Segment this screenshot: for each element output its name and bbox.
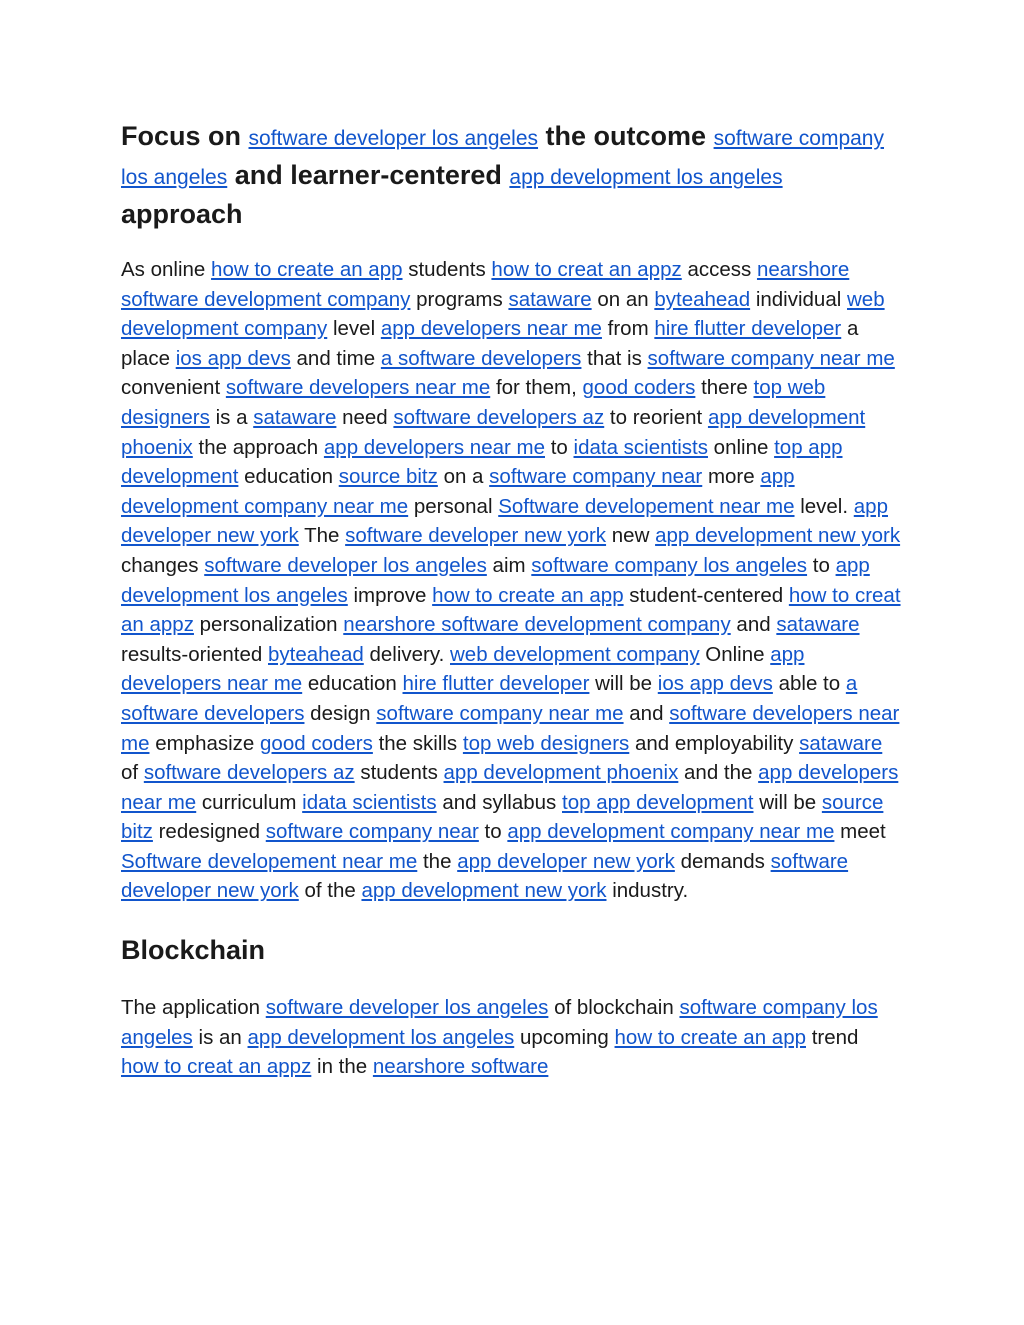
text-run: new: [611, 524, 650, 548]
inline-link[interactable]: ios app devs: [175, 346, 291, 370]
text-run: The application: [121, 996, 261, 1020]
text-run: and time: [296, 346, 376, 370]
text-run: and: [736, 613, 771, 637]
inline-link[interactable]: good coders: [260, 731, 373, 755]
text-run: online: [713, 435, 769, 459]
text-run: able to: [778, 672, 841, 696]
inline-link[interactable]: software developer new york: [121, 849, 849, 903]
text-run: As online: [121, 258, 206, 281]
inline-link[interactable]: how to creat an appz: [121, 583, 901, 637]
inline-link[interactable]: app developers near me: [323, 435, 545, 459]
inline-link[interactable]: app development phoenix: [121, 405, 866, 459]
text-run: delivery.: [369, 642, 445, 666]
text-run: there: [701, 376, 748, 400]
inline-link[interactable]: app developers near me: [121, 761, 899, 814]
text-run: of the: [304, 879, 356, 903]
text-run: industry.: [612, 879, 689, 903]
inline-link[interactable]: good coders: [582, 376, 696, 400]
paragraph-online-education: [121, 255, 901, 906]
inline-link[interactable]: a software developers: [380, 346, 582, 370]
text-run: student-centered: [629, 583, 784, 607]
inline-link[interactable]: software developer los angeles: [204, 553, 487, 577]
inline-link[interactable]: software developer los angeles: [248, 127, 539, 150]
inline-link[interactable]: top web designers: [121, 376, 826, 429]
inline-link[interactable]: software company near me: [376, 701, 624, 725]
text-run: from: [607, 317, 649, 341]
inline-link[interactable]: web development company: [450, 642, 700, 666]
inline-link[interactable]: hire flutter developer: [654, 317, 842, 341]
inline-link[interactable]: software developers az: [393, 405, 605, 429]
text-run: emphasize: [155, 731, 255, 755]
text-run: personal: [413, 494, 493, 518]
text-run: individual: [755, 287, 842, 311]
inline-link[interactable]: app development los angeles: [121, 553, 870, 607]
inline-link[interactable]: software company near: [265, 820, 479, 844]
inline-link[interactable]: software developer new york: [345, 524, 607, 548]
inline-link[interactable]: app developer new york: [121, 494, 888, 548]
inline-link[interactable]: nearshore software development company: [343, 613, 731, 637]
inline-link[interactable]: sataware: [776, 613, 860, 637]
inline-link[interactable]: sataware: [508, 287, 592, 311]
inline-link[interactable]: byteahead: [268, 642, 364, 666]
inline-link[interactable]: nearshore software development company: [121, 258, 850, 311]
text-run: the skills: [378, 731, 458, 755]
text-run: and: [629, 701, 664, 725]
text-run: personalization: [199, 613, 338, 637]
inline-link[interactable]: app developers near me: [380, 317, 602, 341]
text-run: for them,: [495, 376, 577, 400]
inline-link[interactable]: software developers az: [143, 761, 355, 785]
text-run: of: [121, 761, 139, 785]
text-run: to reorient: [609, 405, 703, 429]
paragraph-blockchain: [121, 993, 901, 1082]
inline-link[interactable]: top web designers: [462, 731, 630, 755]
text-run: results-oriented: [121, 642, 263, 666]
inline-link[interactable]: software company los angeles: [121, 127, 884, 189]
inline-link[interactable]: app development los angeles: [247, 1025, 515, 1049]
section-heading-blockchain: Blockchain: [121, 935, 266, 966]
text-run: Focus on: [121, 121, 241, 151]
text-run: and employability: [634, 731, 794, 755]
text-run: education: [244, 465, 334, 489]
inline-link[interactable]: software developers near me: [225, 376, 491, 400]
text-run: students: [360, 761, 438, 785]
text-run: programs: [416, 287, 503, 311]
inline-link[interactable]: software company los angeles: [121, 996, 878, 1049]
inline-link[interactable]: byteahead: [654, 287, 751, 311]
text-run: more: [707, 465, 755, 489]
text-run: trend: [811, 1025, 859, 1049]
text-run: the approach: [198, 435, 319, 459]
inline-link[interactable]: app development los angeles: [509, 166, 783, 189]
text-run: access: [687, 258, 752, 281]
text-run: the: [422, 849, 452, 873]
text-run: the outcome: [545, 121, 707, 151]
text-run: to: [812, 553, 830, 577]
inline-link[interactable]: ios app devs: [657, 672, 773, 696]
text-run: and learner-centered: [234, 160, 502, 190]
inline-link[interactable]: sataware: [799, 731, 883, 755]
text-run: convenient: [121, 376, 221, 400]
text-run: education: [307, 672, 397, 696]
inline-link[interactable]: app development new york: [361, 879, 607, 903]
text-run: and syllabus: [442, 790, 557, 814]
inline-link[interactable]: software company near me: [647, 346, 895, 370]
inline-link[interactable]: source bitz: [121, 790, 884, 844]
text-run: on an: [597, 287, 649, 311]
inline-link[interactable]: idata scientists: [573, 435, 708, 459]
text-run: to: [550, 435, 568, 459]
section-heading-focus: [121, 118, 901, 232]
inline-link[interactable]: Software developement near me: [498, 494, 795, 518]
text-run: in the: [317, 1055, 368, 1079]
inline-link[interactable]: a software developers: [121, 672, 858, 725]
text-run: of blockchain: [554, 996, 674, 1020]
inline-link[interactable]: app development phoenix: [443, 761, 679, 785]
text-run: will be: [595, 672, 653, 696]
inline-link[interactable]: how to create an app: [432, 583, 624, 607]
text-run: The: [304, 524, 340, 548]
inline-link[interactable]: how to creat an appz: [491, 258, 682, 281]
text-run: and the: [684, 761, 753, 785]
document-page: [121, 118, 901, 1082]
inline-link[interactable]: web development company: [121, 287, 885, 341]
text-run: aim: [492, 553, 526, 577]
text-run: level.: [800, 494, 849, 518]
inline-link[interactable]: how to create an app: [211, 258, 403, 281]
text-run: Online: [705, 642, 765, 666]
inline-link[interactable]: app developer new york: [457, 849, 675, 873]
text-run: need: [342, 405, 388, 429]
text-run: that is: [587, 346, 642, 370]
inline-link[interactable]: idata scientists: [302, 790, 437, 814]
inline-link[interactable]: app developers near me: [121, 642, 805, 696]
text-run: approach: [121, 199, 243, 229]
inline-link[interactable]: Software developement near me: [121, 849, 418, 873]
inline-link[interactable]: app development company near me: [507, 820, 835, 844]
inline-link[interactable]: app development new york: [655, 524, 901, 548]
inline-link[interactable]: hire flutter developer: [402, 672, 590, 696]
inline-link[interactable]: nearshore software: [372, 1055, 549, 1079]
text-run: students: [408, 258, 486, 281]
text-run: redesigned: [158, 820, 261, 844]
inline-link[interactable]: top app development: [562, 790, 754, 814]
text-run: changes: [121, 553, 199, 577]
text-run: upcoming: [519, 1025, 609, 1049]
text-run: demands: [680, 849, 765, 873]
inline-link[interactable]: how to creat an appz: [121, 1055, 312, 1079]
inline-link[interactable]: software developers near me: [121, 701, 900, 755]
inline-link[interactable]: software company near: [489, 465, 703, 489]
inline-link[interactable]: top app development: [121, 435, 843, 489]
text-run: will be: [759, 790, 817, 814]
text-run: is a: [215, 405, 248, 429]
text-run: on a: [443, 465, 484, 489]
inline-link[interactable]: software company los angeles: [531, 553, 808, 577]
inline-link[interactable]: how to create an app: [614, 1025, 806, 1049]
text-run: design: [310, 701, 371, 725]
text-run: level: [332, 317, 376, 341]
text-run: meet: [840, 820, 886, 844]
text-run: is an: [198, 1025, 242, 1049]
inline-link[interactable]: software developer los angeles: [265, 996, 549, 1020]
text-run: to: [484, 820, 502, 844]
inline-link[interactable]: source bitz: [338, 465, 438, 489]
text-run: a place: [121, 317, 859, 370]
text-run: curriculum: [201, 790, 297, 814]
text-run: improve: [353, 583, 427, 607]
inline-link[interactable]: sataware: [253, 405, 337, 429]
inline-link[interactable]: app development company near me: [121, 465, 795, 518]
